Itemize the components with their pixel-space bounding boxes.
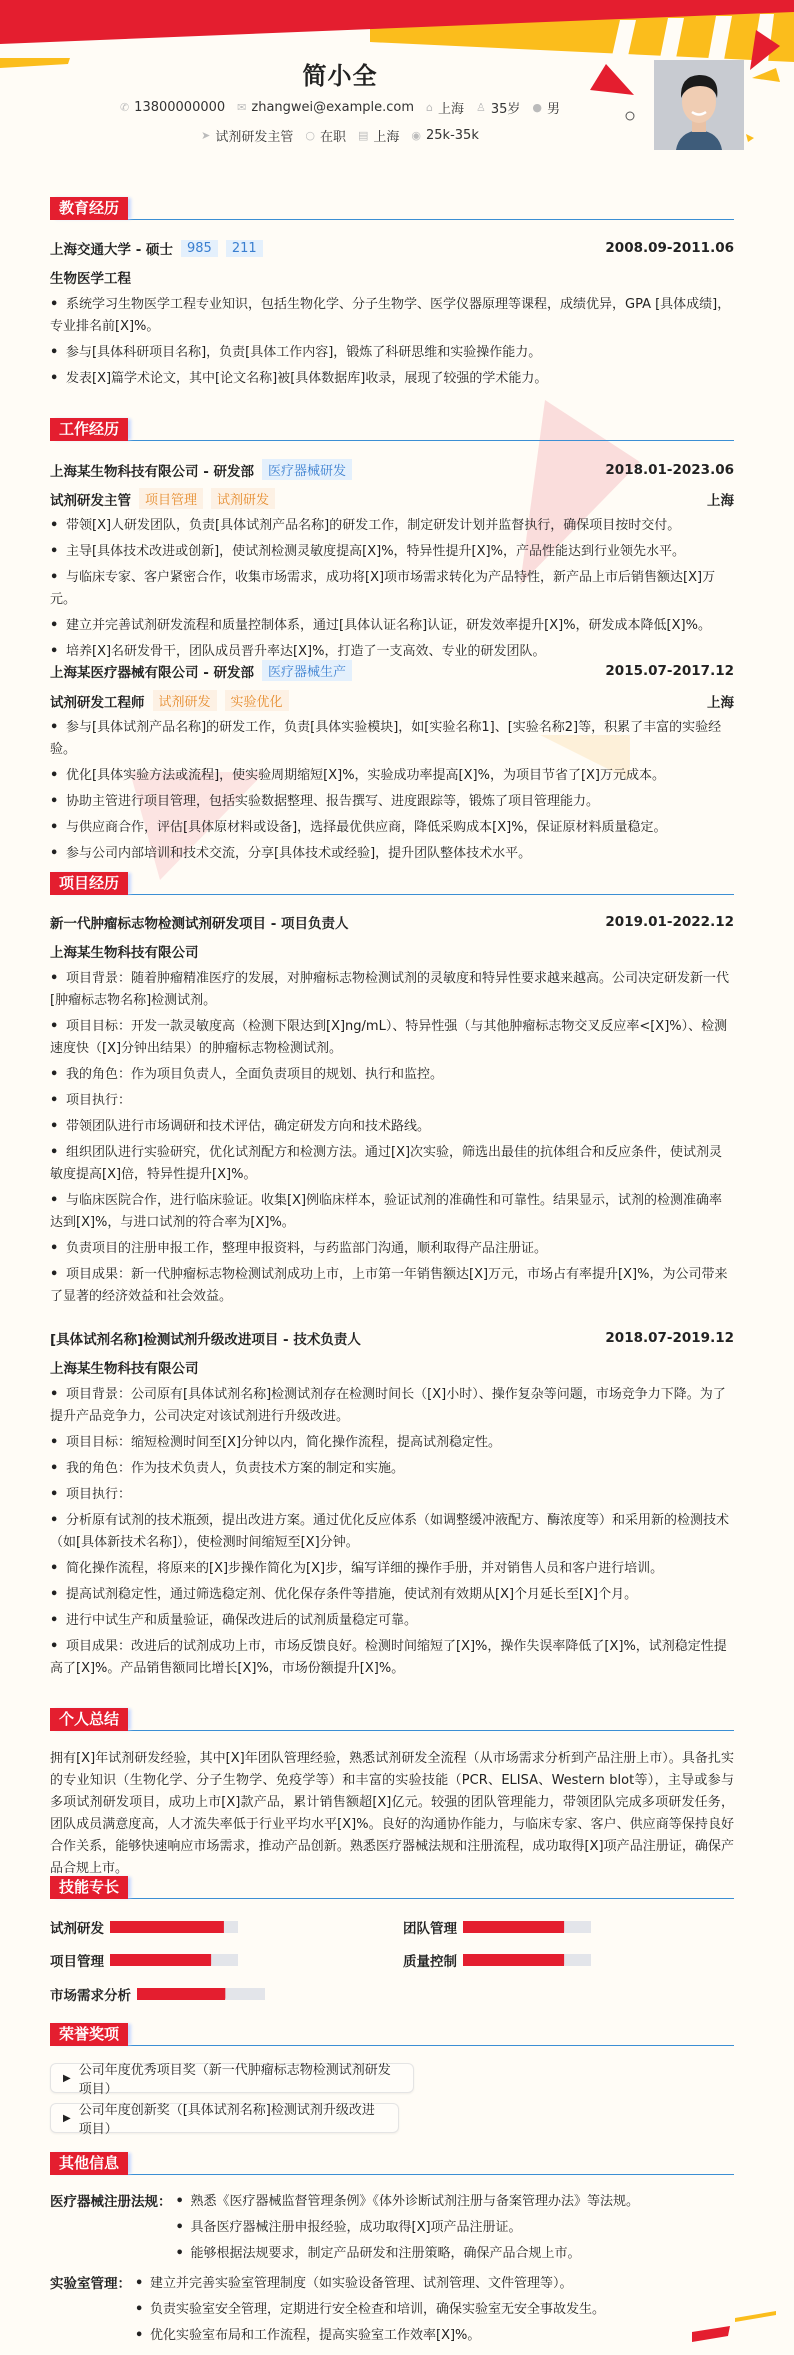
honor-item[interactable] [50, 2063, 414, 2097]
list-item: • 协助主管进行项目管理，包括实验数据整理、报告撰写、进度跟踪等，锻炼了项目管理能力。 [50, 791, 734, 813]
work-role [50, 690, 734, 711]
company: 上海某生物科技有限公司 [50, 945, 199, 961]
skill-name: 项目管理 [50, 1954, 104, 1970]
list-item: • 负责实验室安全管理，定期进行安全检查和培训，确保实验室无安全事故发生。 [131, 2297, 605, 2323]
list-item: • 负责项目的注册申报工作，整理申报资料，与药监部门沟通，顺利取得产品注册证。 [50, 1238, 734, 1260]
city: 上海 [707, 492, 734, 509]
phone: 13800000000 [134, 100, 226, 115]
list-item: • 项目成果：改进后的试剂成功上市，市场反馈良好。检测时间缩短了[X]%，操作失误率降低了[X]%，试剂稳定性提高了[X]%。产品销售额同比增长[X]%，市场份额提升[X]%。 [50, 1636, 734, 1680]
list-item: • 与临床专家、客户紧密合作，收集市场需求，成功将[X]项市场需求转化为产品特性，新产品上市后销售额达[X]万元。 [50, 567, 734, 611]
major [50, 267, 734, 287]
gender: 男 [547, 102, 561, 117]
list-item: • 项目背景：公司原有[具体试剂名称]检测试剂存在检测时间长（[X]小时）、操作复杂等问题，市场竞争力下降。为了提升产品竞争力，公司决定对该试剂进行升级改进。 [50, 1384, 734, 1428]
work-role [50, 488, 734, 509]
major-text: 生物医学工程 [50, 271, 131, 287]
city: 上海 [437, 102, 464, 117]
list-item: • 项目目标：缩短检测时间至[X]分钟以内，简化操作流程，提高试剂稳定性。 [50, 1432, 734, 1454]
work-header [50, 459, 734, 480]
list-item: • 参与[具体试剂产品名称]的研发工作，负责[具体实验模块]，如[实验名称1]、[实验名称2]等，积累了丰富的实验经验。 [50, 717, 734, 761]
section-skills [50, 1876, 734, 1899]
skill [403, 1917, 591, 1937]
skill-bar-fill [137, 1988, 225, 2000]
mail-icon: ✉ [237, 101, 247, 114]
job-intent-row [50, 126, 630, 145]
position: 试剂研发主管 [215, 130, 294, 145]
list-item: • 主导[具体技术改进或创新]，使试剂检测灵敏度提高[X]%，特异性提升[X]%，产品性能达到行业领先水平。 [50, 541, 734, 563]
list-item: • 参与[具体科研项目名称]，负责[具体工作内容]，锻炼了科研思维和实验操作能力。 [50, 342, 734, 364]
age-icon: ♙ [476, 101, 486, 114]
section-education [50, 197, 734, 220]
work-bullets [50, 717, 734, 869]
section-title: 其他信息 [50, 2152, 128, 2175]
company: 上海某生物科技有限公司 - 研发部 [50, 463, 255, 480]
skill-bar [137, 1988, 265, 2000]
skill-bar [110, 1921, 238, 1933]
honor-item[interactable] [50, 2103, 399, 2137]
tag: 211 [226, 240, 263, 257]
list-item: • 项目执行： [50, 1090, 734, 1112]
list-item: • 熟悉《医疗器械监督管理条例》《体外诊断试剂注册与备案管理办法》等法规。 [172, 2189, 640, 2215]
tag: 985 [181, 240, 218, 257]
date: 2018.01-2023.06 [605, 461, 734, 478]
list-item: • 培养[X]名研发骨干，团队成员晋升率达[X]%，打造了一支高效、专业的研发团队。 [50, 641, 734, 663]
list-item: • 项目执行： [50, 1484, 734, 1506]
list-item: • 提高试剂稳定性，通过筛选稳定剂、优化保存条件等措施，使试剂有效期从[X]个月延长至[X]个月。 [50, 1584, 734, 1606]
date: 2018.07-2019.12 [605, 1330, 734, 1346]
tag: 试剂研发 [211, 488, 275, 509]
school: 上海交通大学 - 硕士 [50, 242, 174, 258]
list-item: • 简化操作流程，将原来的[X]步操作简化为[X]步，编写详细的操作手册，并对销售人员和客户进行培训。 [50, 1558, 734, 1580]
company: 上海某医疗器械有限公司 - 研发部 [50, 664, 255, 681]
section-title: 荣誉奖项 [50, 2023, 128, 2046]
education-bullets [50, 294, 734, 394]
tag: 医疗器械生产 [262, 660, 352, 681]
home-icon: ⌂ [426, 101, 433, 114]
status: 在职 [319, 130, 346, 145]
avatar [654, 60, 744, 150]
work-header [50, 660, 734, 681]
gender-icon: ● [532, 101, 543, 114]
section-honors [50, 2023, 734, 2046]
list-item: • 进行中试生产和质量验证，确保改进后的试剂质量稳定可靠。 [50, 1610, 734, 1632]
list-item: • 能够根据法规要求，制定产品研发和注册策略，确保产品合规上市。 [172, 2241, 640, 2267]
list-item: • 带领[X]人研发团队，负责[具体试剂产品名称]的研发工作，制定研发计划并监督执行，确保项目按时交付。 [50, 515, 734, 537]
list-item: • 建立并完善试剂研发流程和质量控制体系，通过[具体认证名称]认证，研发效率提升[X]%，研发成本降低[X]%。 [50, 615, 734, 637]
list-item: • 组织团队进行实验研究，优化试剂配方和检测方法。通过[X]次实验，筛选出最佳的抗体组合和反应条件，使试剂灵敏度提高[X]倍，特异性提升[X]%。 [50, 1142, 734, 1186]
skill [50, 1950, 238, 1970]
section-other [50, 2152, 734, 2175]
skill-name: 质量控制 [403, 1954, 457, 1970]
target-city: 上海 [373, 130, 400, 145]
send-icon: ➤ [201, 129, 211, 142]
skill [50, 1917, 238, 1937]
section-summary [50, 1708, 734, 1731]
honor-text: 公司年度优秀项目奖（新一代肿瘤标志物检测试剂研发项目） [78, 2063, 391, 2097]
honor-text: 公司年度创新奖（[具体试剂名称]检测试剂升级改进项目） [78, 2103, 375, 2137]
role: 试剂研发主管 [50, 492, 131, 509]
skill-bar-fill [463, 1921, 564, 1933]
section-title: 项目经历 [50, 872, 128, 895]
list-item: • 分析原有试剂的技术瓶颈，提出改进方案。通过优化反应体系（如调整缓冲液配方、酶浓度等）和采用新的检测技术（如[具体新技术名称]），使检测时间缩短至[X]分钟。 [50, 1510, 734, 1554]
project-company [50, 1357, 734, 1377]
company: 上海某生物科技有限公司 [50, 1361, 199, 1377]
list-item: • 带领团队进行市场调研和技术评估，确定研发方向和技术路线。 [50, 1116, 734, 1138]
tag: 医疗器械研发 [262, 459, 352, 480]
list-item: • 与供应商合作，评估[具体原材料或设备]，选择最优供应商，降低采购成本[X]%，保证原材料质量稳定。 [50, 817, 734, 839]
skill [403, 1950, 591, 1970]
project-title: 新一代肿瘤标志物检测试剂研发项目 - 项目负责人 [50, 916, 349, 932]
list-item: • 项目成果：新一代肿瘤标志物检测试剂成功上市，上市第一年销售额达[X]万元，市场占有率提升[X]%，为公司带来了显著的经济效益和社会效益。 [50, 1264, 734, 1308]
skill-bar [463, 1921, 591, 1933]
list-item: • 系统学习生物医学工程专业知识，包括生物化学、分子生物学、医学仪器原理等课程，成绩优异，GPA [具体成绩]，专业排名前[X]%。 [50, 294, 734, 338]
date: 2015.07-2017.12 [605, 662, 734, 679]
list-item: • 优化实验室布局和工作流程，提高实验室工作效率[X]%。 [131, 2323, 605, 2349]
skill-bar-fill [110, 1954, 211, 1966]
section-projects [50, 872, 734, 895]
project-header [50, 1328, 734, 1348]
salary: 25k-35k [426, 128, 479, 143]
skill-bar-fill [110, 1921, 224, 1933]
other-info-group [50, 2189, 639, 2267]
other-label: 实验室管理： [50, 2276, 131, 2292]
tag: 项目管理 [139, 488, 203, 509]
date: 2019.01-2022.12 [605, 914, 734, 930]
list-item: • 我的角色：作为技术负责人，负责技术方案的制定和实施。 [50, 1458, 734, 1480]
list-item: • 我的角色：作为项目负责人，全面负责项目的规划、执行和监控。 [50, 1064, 734, 1086]
candidate-name: 简小全 [302, 62, 378, 90]
skill-name: 团队管理 [403, 1921, 457, 1937]
role: 试剂研发工程师 [50, 694, 145, 711]
education-header [50, 238, 734, 258]
status-icon: ○ [305, 129, 315, 142]
project-header [50, 912, 734, 932]
other-label: 医疗器械注册法规： [50, 2194, 172, 2210]
list-item: • 具备医疗器械注册申报经验，成功取得[X]项产品注册证。 [172, 2215, 640, 2241]
contact-row [50, 98, 630, 117]
email: zhangwei@example.com [251, 100, 414, 115]
list-item: • 发表[X]篇学术论文，其中[论文名称]被[具体数据库]收录，展现了较强的学术能力。 [50, 368, 734, 390]
list-item: • 项目背景：随着肿瘤精准医疗的发展，对肿瘤标志物检测试剂的灵敏度和特异性要求越来越高。公司决定研发新一代[肿瘤标志物名称]检测试剂。 [50, 968, 734, 1012]
project-company [50, 941, 734, 961]
skill-bar [110, 1954, 238, 1966]
project-bullets [50, 968, 734, 1312]
tag: 试剂研发 [153, 690, 217, 711]
list-item: • 与临床医院合作，进行临床验证。收集[X]例临床样本，验证试剂的准确性和可靠性。结果显示，试剂的检测准确率达到[X]%，与进口试剂的符合率为[X]%。 [50, 1190, 734, 1234]
skill-bar-fill [463, 1954, 564, 1966]
caret-right-icon: ▶ [63, 2072, 71, 2084]
project-bullets [50, 1384, 734, 1684]
section-title: 个人总结 [50, 1708, 128, 1731]
section-title: 技能专长 [50, 1876, 128, 1899]
list-item: • 项目目标：开发一款灵敏度高（检测下限达到[X]ng/mL）、特异性强（与其他肿瘤标志物交叉反应率<[X]%）、检测速度快（[X]分钟出结果）的肿瘤标志物检测试剂。 [50, 1016, 734, 1060]
tag: 实验优化 [225, 690, 289, 711]
project-title: [具体试剂名称]检测试剂升级改进项目 - 技术负责人 [50, 1332, 361, 1348]
skill [50, 1984, 265, 2004]
skill-name: 试剂研发 [50, 1921, 104, 1937]
skill-name: 市场需求分析 [50, 1988, 131, 2004]
section-title: 教育经历 [50, 197, 128, 220]
work-bullets [50, 515, 734, 667]
salary-icon: ◉ [411, 129, 422, 142]
date: 2008.09-2011.06 [605, 240, 734, 256]
section-title: 工作经历 [50, 418, 128, 441]
other-info-group [50, 2271, 605, 2349]
caret-right-icon: ▶ [63, 2112, 71, 2124]
summary-text: 拥有[X]年试剂研发经验，其中[X]年团队管理经验，熟悉试剂研发全流程（从市场需求分析到产品注册上市）。具备扎实的专业知识（生物化学、分子生物学、免疫学等）和丰富的实验技能（PCR、ELISA、Western blot等），主导或参与多项试剂研发项目，成功上市[X]款产品，累计销售额超[X]亿元。较强的团队管理能力，带领团队完成多项研发任务，团队成员满意度高，人才流失率低于行业平均水平[X]%。良好的沟通协作能力，与临床专家、客户、供应商等保持良好合作关系，能够快速响应市场需求，推动产品创新。熟悉医疗器械法规和注册流程，成功取得[X]项产品注册证，确保产品合规上市。 [50, 1751, 734, 1876]
list-item: • 建立并完善实验室管理制度（如实验设备管理、试剂管理、文件管理等）。 [131, 2271, 605, 2297]
skill-bar [463, 1954, 591, 1966]
age: 35岁 [490, 102, 521, 117]
list-item: • 优化[具体实验方法或流程]，使实验周期缩短[X]%，实验成功率提高[X]%，为项目节省了[X]万元成本。 [50, 765, 734, 787]
city: 上海 [707, 694, 734, 711]
phone-icon: ✆ [119, 101, 130, 114]
section-work [50, 418, 734, 441]
list-item: • 参与公司内部培训和技术交流，分享[具体技术或经验]，提升团队整体技术水平。 [50, 843, 734, 865]
building-icon: ▤ [357, 129, 369, 142]
